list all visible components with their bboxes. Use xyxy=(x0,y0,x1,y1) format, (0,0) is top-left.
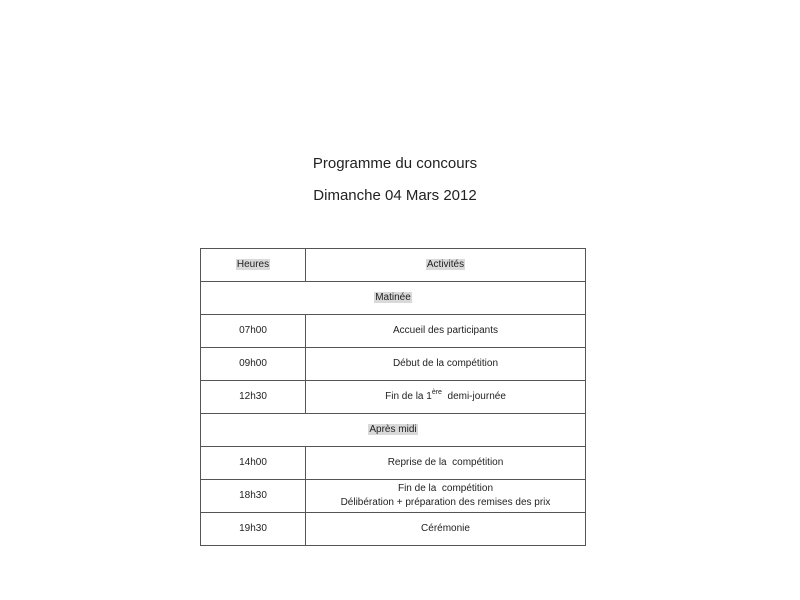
row-time: 12h30 xyxy=(201,381,306,414)
table-row xyxy=(201,513,586,546)
schedule-table xyxy=(200,248,586,546)
section-row-afternoon xyxy=(201,414,586,447)
row-activity xyxy=(306,480,586,513)
row-time: 18h30 xyxy=(201,480,306,513)
header-activities-label: Activités xyxy=(426,259,465,270)
header-hours-label: Heures xyxy=(236,259,270,270)
row-activity xyxy=(306,381,586,414)
row-time: 09h00 xyxy=(201,348,306,381)
table-header-row xyxy=(201,249,586,282)
section-label-morning xyxy=(201,282,586,315)
row-activity: Cérémonie xyxy=(306,513,586,546)
row-time: 19h30 xyxy=(201,513,306,546)
row-time: 14h00 xyxy=(201,447,306,480)
row-activity: Accueil des participants xyxy=(306,315,586,348)
table-row xyxy=(201,480,586,513)
activity-line-2: Délibération + préparation des remises des prix xyxy=(340,497,551,508)
header-hours xyxy=(201,249,306,282)
section-afternoon-text: Après midi xyxy=(369,424,417,435)
activity-line-1: Fin de la compétition xyxy=(397,483,494,494)
activity-superscript: ère xyxy=(431,389,442,396)
row-activity: Reprise de la compétition xyxy=(306,447,586,480)
row-time: 07h00 xyxy=(201,315,306,348)
activity-text-post: demi-journée xyxy=(441,391,506,402)
row-activity: Début de la compétition xyxy=(306,348,586,381)
table-row xyxy=(201,381,586,414)
section-row-morning xyxy=(201,282,586,315)
table-row xyxy=(201,315,586,348)
table-row xyxy=(201,348,586,381)
section-label-afternoon xyxy=(201,414,586,447)
header-activities xyxy=(306,249,586,282)
document-date: Dimanche 04 Mars 2012 xyxy=(313,187,477,204)
activity-text-pre: Fin de la 1 xyxy=(385,391,432,402)
document-title: Programme du concours xyxy=(312,155,478,172)
section-morning-text: Matinée xyxy=(375,292,411,303)
table-row xyxy=(201,447,586,480)
